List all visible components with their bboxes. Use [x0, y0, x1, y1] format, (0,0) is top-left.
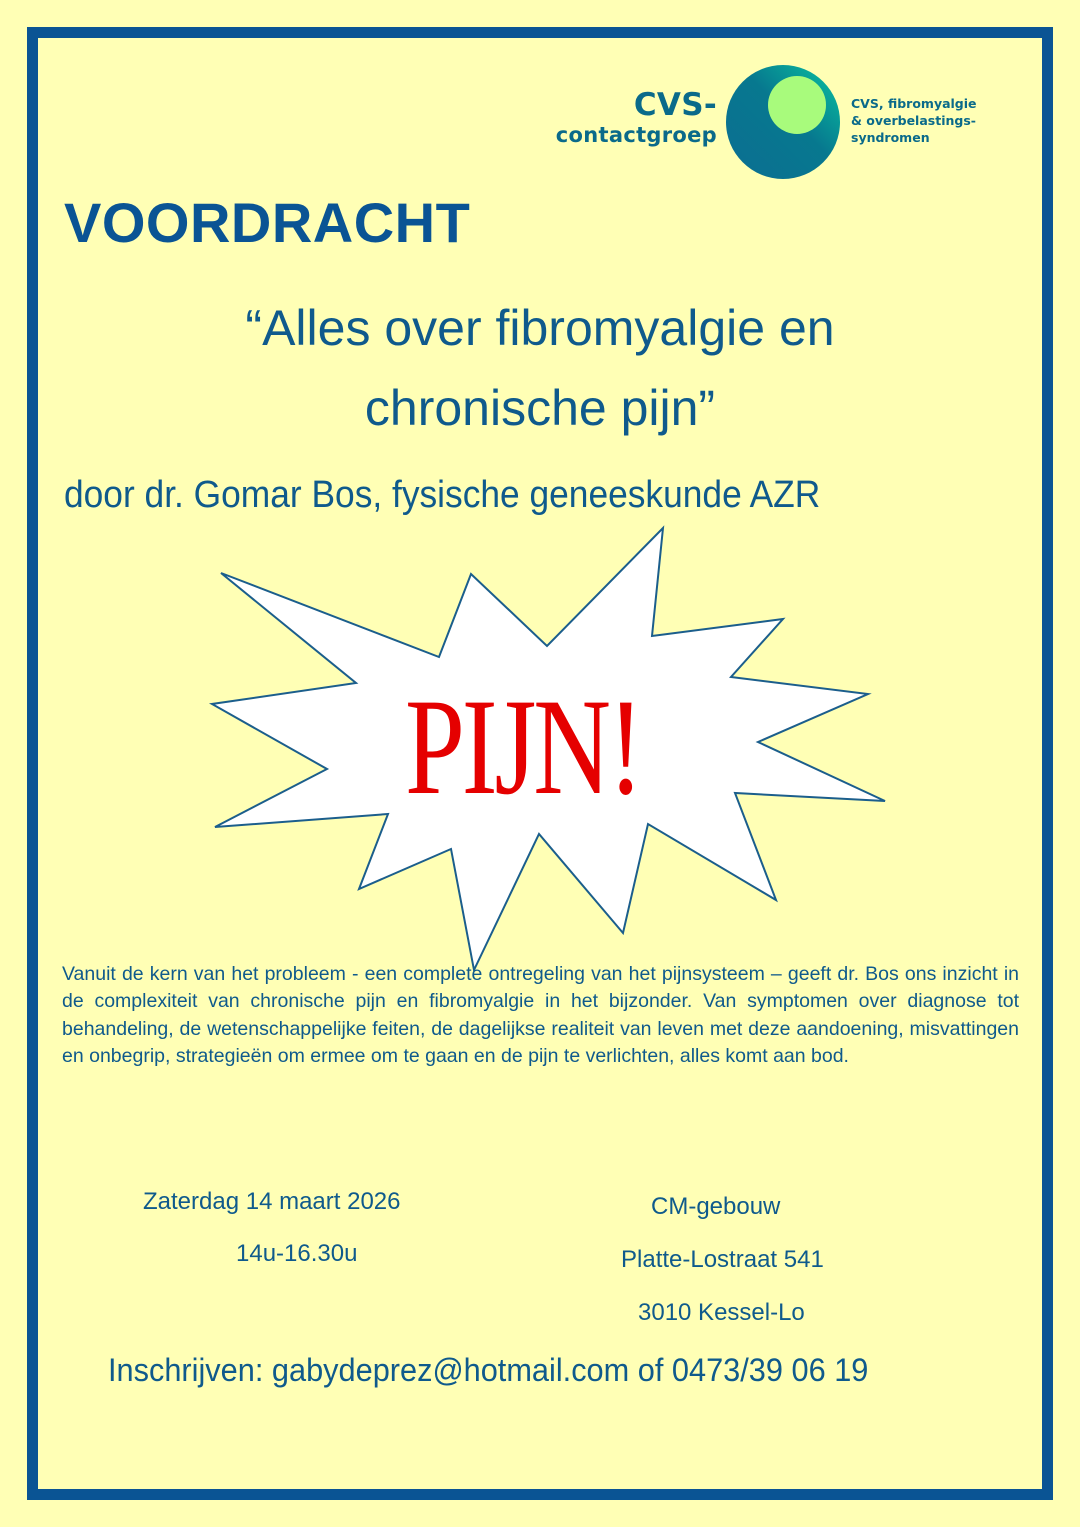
logo-name-line2: contactgroep — [555, 123, 717, 147]
event-street: Platte-Lostraat 541 — [621, 1246, 824, 1273]
speaker-line: door dr. Gomar Bos, fysische geneeskunde AZR — [64, 474, 821, 516]
subtitle-line2: chronische pijn” — [364, 380, 716, 436]
event-city: 3010 Kessel-Lo — [638, 1299, 805, 1326]
pijn-text: PIJN! — [405, 670, 641, 823]
logo-name-line1: CVS- — [633, 87, 717, 123]
logo-tagline-line3: syndromen — [851, 130, 930, 145]
description-paragraph: Vanuit de kern van het probleem - een complete ontregeling van het pijnsysteem – geeft dr. Bos ons inzicht in de complexiteit van chronische pijn en fibromyalgie in het bijzonder. Van symptomen over diagnose tot behandeling, de wetenschappelijke feiten, de dagelijkse realiteit van leven met deze aandoening, misvattingen en onbegrip, strategieën om ermee om te gaan en de pijn te verlichten, alles komt aan bod. — [62, 963, 1019, 1068]
logo-tagline-line2: & overbelastings- — [851, 113, 976, 128]
registration-line: Inschrijven: gabydeprez@hotmail.com of 0473/39 06 19 — [108, 1352, 869, 1388]
subtitle-line1: “Alles over fibromyalgie en — [245, 300, 835, 356]
event-venue: CM-gebouw — [651, 1193, 781, 1220]
logo-tagline-line1: CVS, fibromyalgie — [851, 96, 977, 111]
event-time: 14u-16.30u — [236, 1240, 358, 1267]
event-date: Zaterdag 14 maart 2026 — [143, 1188, 401, 1215]
page-title: VOORDRACHT — [64, 191, 471, 254]
